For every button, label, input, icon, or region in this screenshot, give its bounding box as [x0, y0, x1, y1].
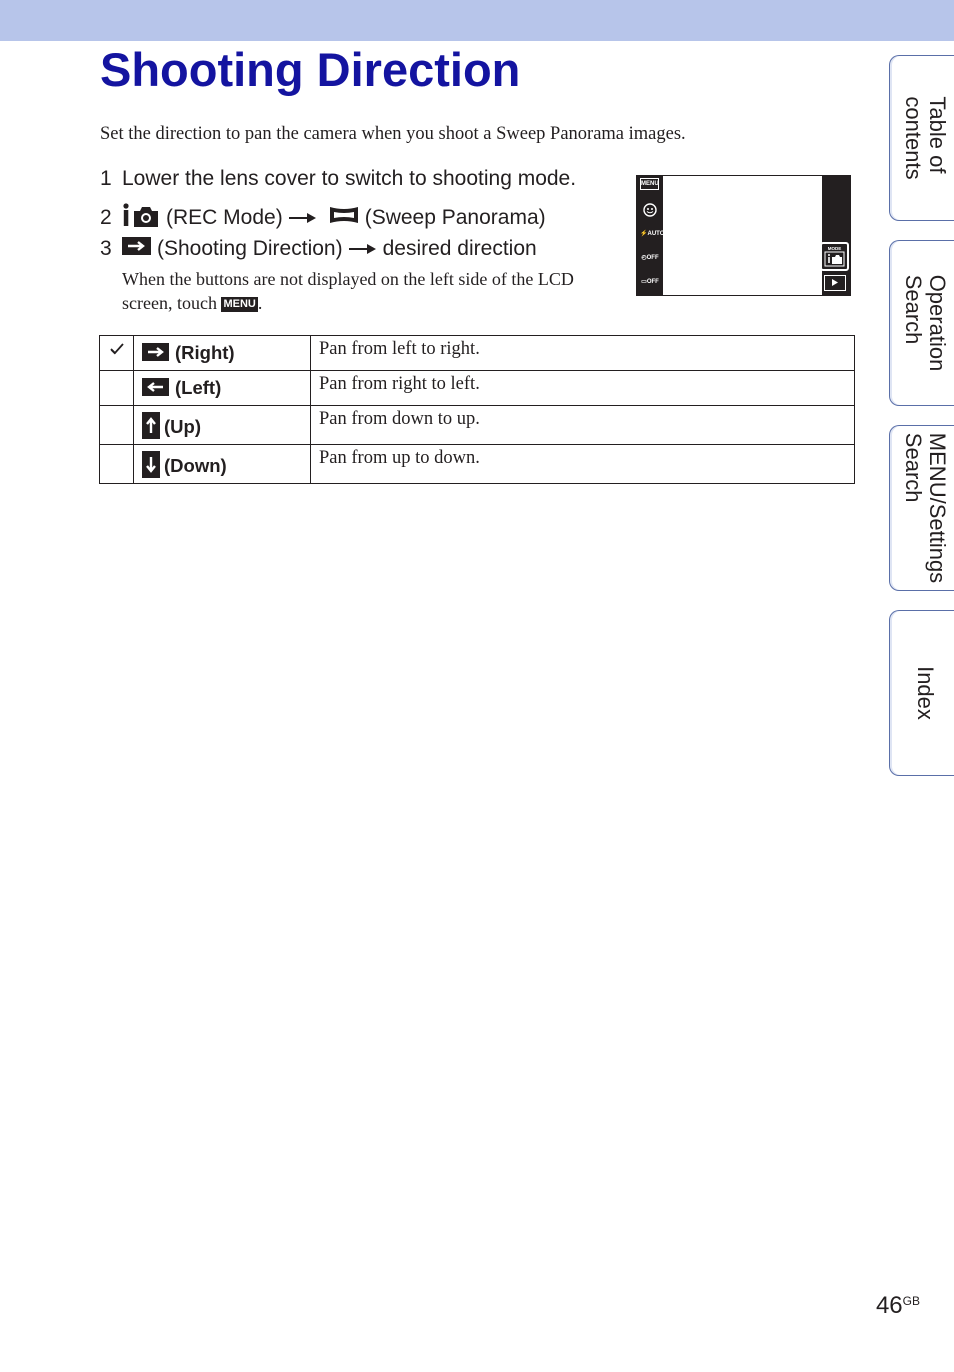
default-marker [100, 336, 134, 371]
step-3 [100, 237, 537, 261]
page-number-suffix: GB [902, 1294, 920, 1308]
tab-label: MENU/Settings Search [900, 432, 950, 584]
lcd-menu-icon: MENU [640, 178, 659, 190]
lcd-left-strip [637, 176, 663, 295]
tab-operation-search[interactable] [889, 240, 954, 406]
header-band [0, 0, 954, 41]
lcd-mode-button [820, 242, 849, 271]
option-label: (Left) [175, 377, 222, 398]
step-text-sweep: (Sweep Panorama) [364, 206, 546, 229]
step-text-desired: desired direction [382, 237, 537, 260]
option-down [134, 445, 311, 484]
tab-menu-settings-search[interactable] [889, 425, 954, 591]
arrow-left-icon [142, 378, 169, 401]
lcd-screen-illustration [636, 175, 851, 296]
page-title: Shooting Direction [100, 43, 521, 96]
intro-text: Set the direction to pan the camera when you shoot a Sweep Panorama images. [100, 124, 686, 144]
step-text-direction: (Shooting Direction) [157, 237, 343, 260]
arrow-right-icon [289, 206, 317, 230]
arrow-right-icon [349, 237, 377, 261]
shooting-direction-icon [122, 237, 151, 261]
page-number-value: 46 [875, 1292, 903, 1319]
default-marker [100, 371, 134, 406]
option-description: Pan from left to right. [311, 336, 855, 371]
tab-label: Table of contents [900, 96, 950, 180]
table-row [100, 336, 855, 371]
option-label: (Up) [164, 415, 201, 437]
lcd-flash-icon: ⚡AUTO [640, 231, 665, 237]
page-number [876, 1292, 920, 1320]
option-description: Pan from down to up. [311, 406, 855, 445]
tab-table-of-contents[interactable] [889, 55, 954, 221]
table-row [100, 406, 855, 445]
option-description: Pan from up to down. [311, 445, 855, 484]
lcd-smile-icon [640, 203, 660, 217]
tab-label: Index [912, 666, 938, 720]
tab-index[interactable] [889, 610, 954, 776]
arrow-right-icon [142, 343, 169, 366]
checkmark-icon [109, 342, 125, 356]
note-end: . [257, 293, 263, 313]
step-text: Lower the lens cover to switch to shooting mode. [122, 167, 577, 190]
option-description: Pan from right to left. [311, 371, 855, 406]
option-label: (Down) [164, 454, 227, 476]
menu-button-icon: MENU [223, 298, 256, 311]
note-text [122, 267, 622, 315]
arrow-down-icon [142, 451, 160, 483]
tab-label: Operation Search [900, 274, 950, 372]
svg-text:MODE: MODE [827, 246, 842, 251]
lcd-smile-shutter-icon: ▭OFF [641, 279, 659, 285]
step-text-rec-mode: (REC Mode) [166, 206, 283, 229]
rec-mode-icon [122, 202, 160, 234]
lcd-timer-icon: ◴OFF [641, 255, 659, 261]
option-up [134, 406, 311, 445]
default-marker [100, 445, 134, 484]
lcd-playback-button [824, 275, 846, 291]
option-left [134, 371, 311, 406]
step-number: 1 [100, 167, 112, 190]
direction-table [99, 335, 855, 484]
step-1 [100, 167, 576, 191]
step-2 [100, 202, 546, 234]
arrow-up-icon [142, 412, 160, 444]
note-body: When the buttons are not displayed on the left side of the LCD screen, touch [122, 269, 574, 313]
option-label: (Right) [175, 342, 235, 363]
default-marker [100, 406, 134, 445]
step-number: 2 [100, 206, 112, 229]
sweep-panorama-icon [329, 206, 359, 230]
step-number: 3 [100, 237, 112, 260]
option-right [134, 336, 311, 371]
table-row [100, 445, 855, 484]
table-row [100, 371, 855, 406]
